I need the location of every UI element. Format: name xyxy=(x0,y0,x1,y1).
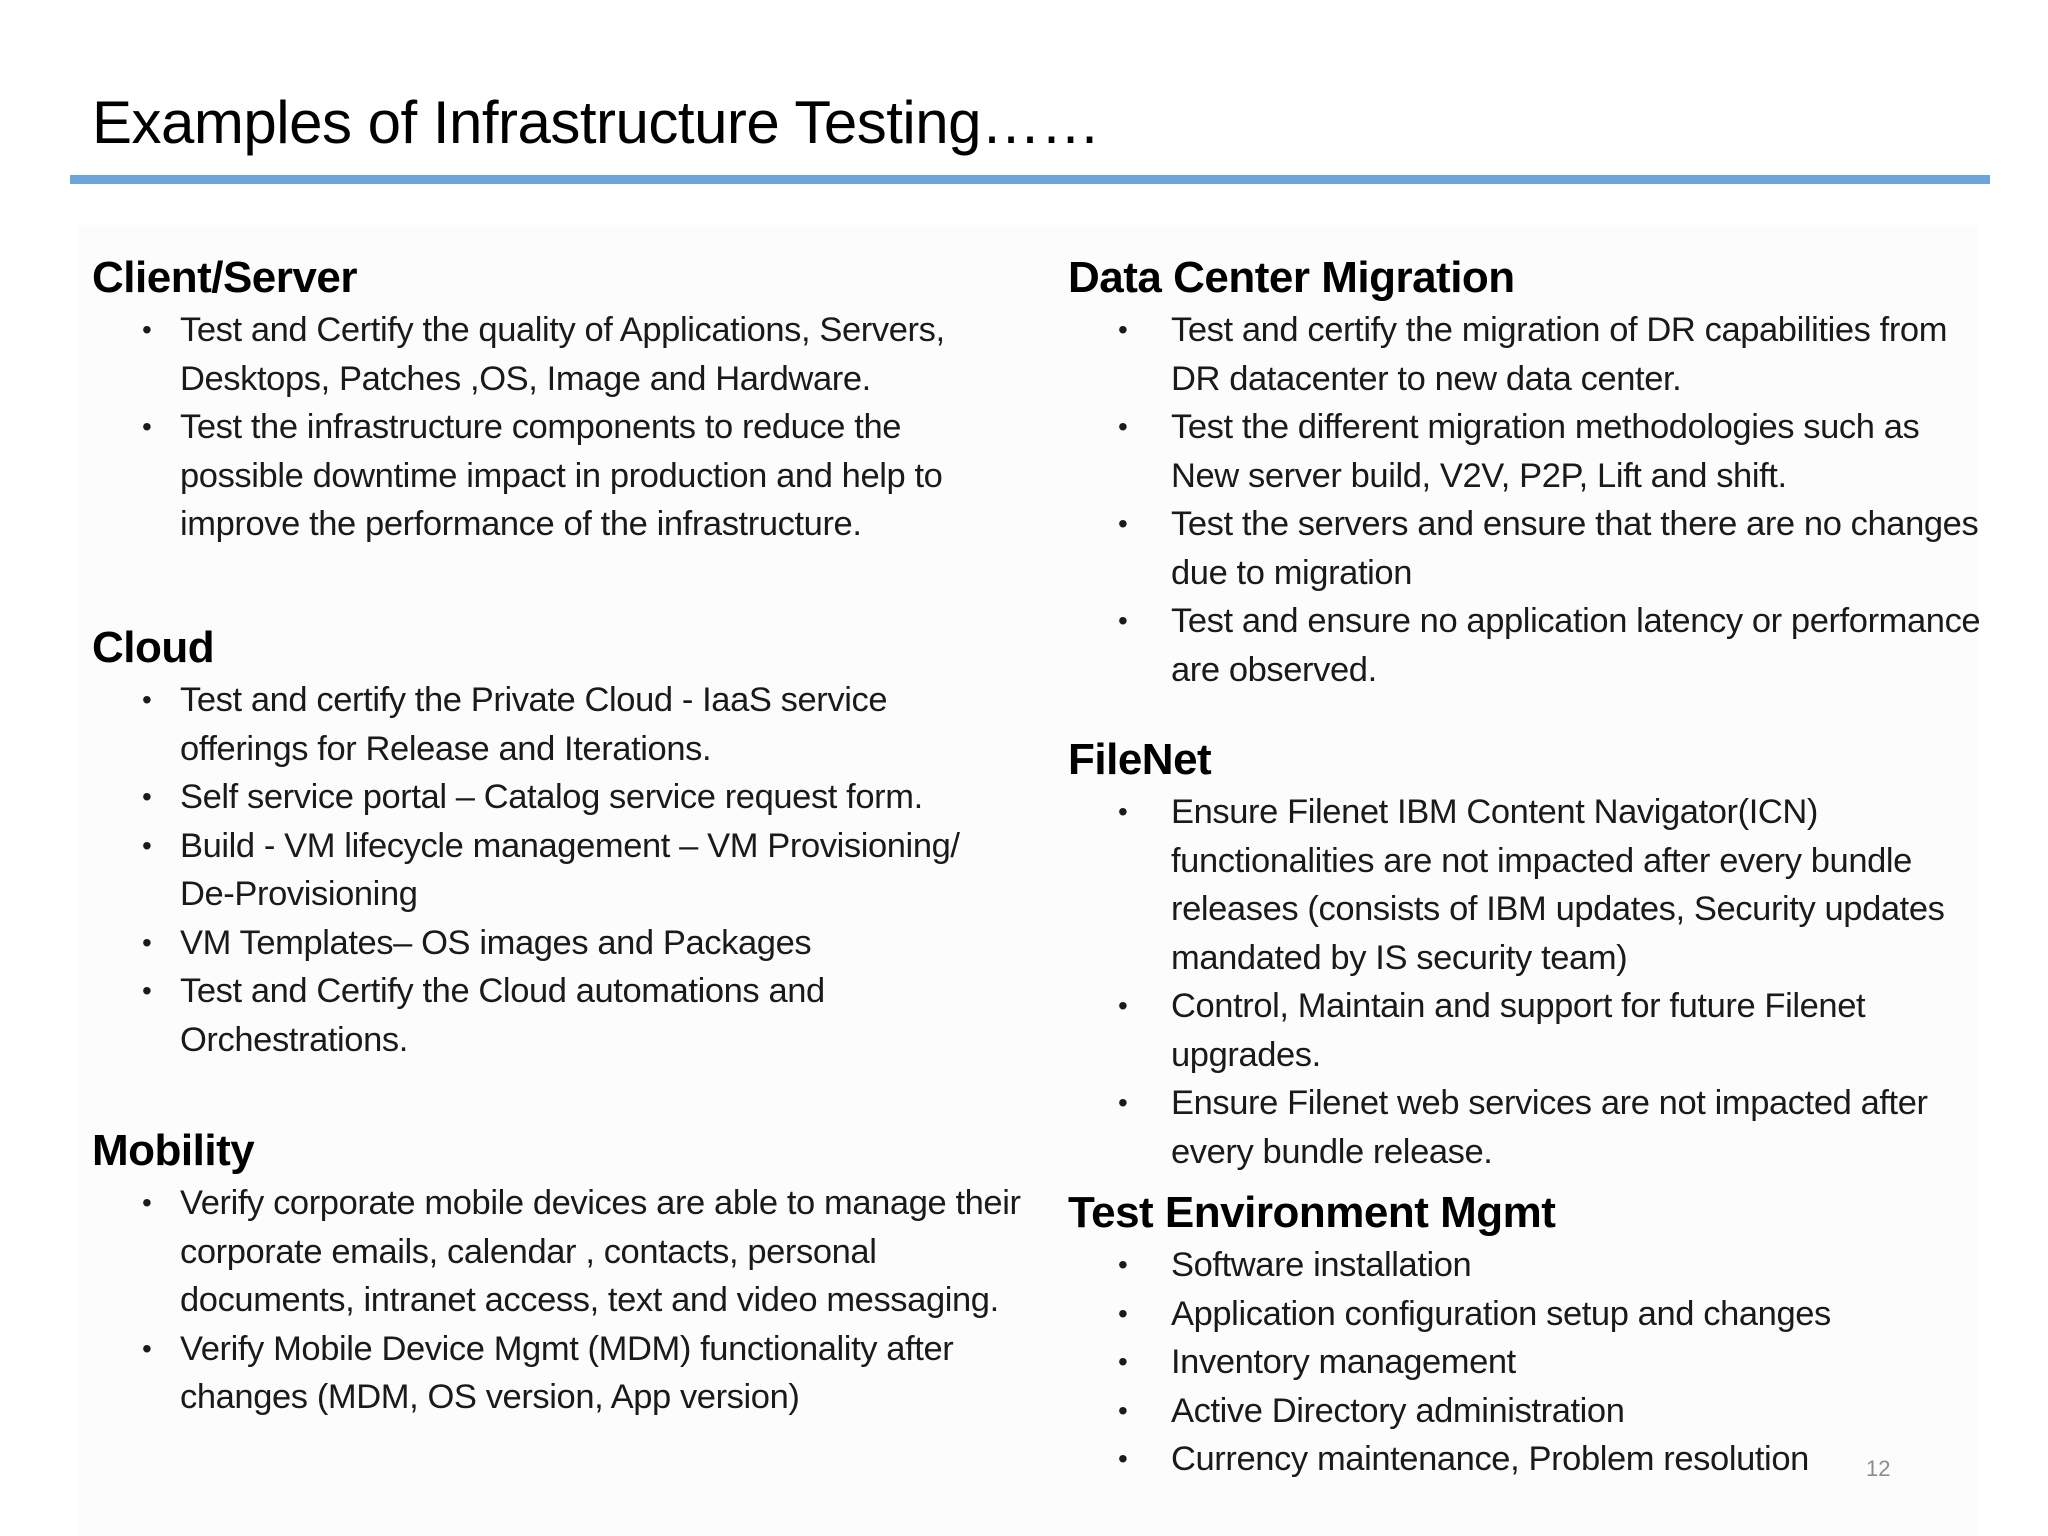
section-heading: Cloud xyxy=(92,623,215,672)
bullet-icon: • xyxy=(142,1332,152,1364)
bullet-icon: • xyxy=(142,314,152,345)
slide-title: Examples of Infrastructure Testing…… xyxy=(92,89,1100,156)
bullet-icon: • xyxy=(142,975,152,1006)
list-item: • Verify Mobile Device Mgmt (MDM) functionality after changes (MDM, OS version, App version) xyxy=(92,1325,1022,1422)
list-item: • Self service portal – Catalog service request form. xyxy=(92,773,1022,822)
bullet-icon: • xyxy=(142,684,152,715)
page-number: 12 xyxy=(1866,1456,1891,1481)
section-mobility xyxy=(92,1123,1022,1422)
list-item: • Test and certify the migration of DR capabilities from DR datacenter to new data center. xyxy=(1068,306,1988,403)
bullet-icon: • xyxy=(1118,1443,1128,1474)
bullet-icon: • xyxy=(1118,605,1128,636)
bullet-icon: • xyxy=(142,411,152,442)
bullet-list xyxy=(92,306,1022,549)
bullet-icon: • xyxy=(142,781,152,812)
list-item: • Ensure Filenet web services are not impacted after every bundle release. xyxy=(1068,1079,1988,1176)
list-item: • Build - VM lifecycle management – VM Provisioning/ De-Provisioning xyxy=(92,822,1022,919)
section-test-environment-mgmt xyxy=(1068,1185,1988,1484)
bullet-icon: • xyxy=(142,1187,152,1218)
list-item: • Application configuration setup and changes xyxy=(1068,1290,1988,1339)
section-data-center-migration xyxy=(1068,250,1988,694)
bullet-list xyxy=(1068,1241,1988,1484)
list-item: • Currency maintenance, Problem resolution xyxy=(1068,1435,1988,1484)
bullet-icon: • xyxy=(1118,796,1128,827)
bullet-icon: • xyxy=(1118,1346,1128,1377)
section-heading: Client/Server xyxy=(92,253,357,302)
list-item: • Active Directory administration xyxy=(1068,1387,1988,1436)
section-client-server xyxy=(92,250,1022,549)
bullet-list xyxy=(1068,306,1988,694)
bullet-list xyxy=(1068,788,1988,1176)
bullet-icon: • xyxy=(1118,1087,1128,1118)
list-item: • VM Templates– OS images and Packages xyxy=(92,919,1022,968)
list-item: • Inventory management xyxy=(1068,1338,1988,1387)
title-underline-rule xyxy=(70,175,1990,184)
bullet-icon: • xyxy=(1118,990,1128,1021)
section-heading: Test Environment Mgmt xyxy=(1068,1188,1556,1237)
list-item: • Verify corporate mobile devices are able to manage their corporate emails, calendar , contacts, personal documents, intranet access, text and video messaging. xyxy=(92,1179,1022,1325)
bullet-icon: • xyxy=(1118,508,1128,539)
list-item: • Test and ensure no application latency or performance are observed. xyxy=(1068,597,1988,694)
list-item: • Test the infrastructure components to reduce the possible downtime impact in production and help to improve the performance of the infrastructure. xyxy=(92,403,1022,549)
bullet-icon: • xyxy=(142,926,152,958)
section-heading: Mobility xyxy=(92,1126,255,1175)
list-item: • Test and certify the Private Cloud - IaaS service offerings for Release and Iterations. xyxy=(92,676,1022,773)
bullet-icon: • xyxy=(142,829,152,861)
list-item: • Test and Certify the Cloud automations and Orchestrations. xyxy=(92,967,1022,1064)
list-item: • Test and Certify the quality of Applications, Servers, Desktops, Patches ,OS, Image and Hardware. xyxy=(92,306,1022,403)
bullet-list xyxy=(92,676,1022,1064)
section-heading: Data Center Migration xyxy=(1068,253,1515,302)
list-item: • Test the servers and ensure that there are no changes due to migration xyxy=(1068,500,1988,597)
section-filenet xyxy=(1068,732,1988,1176)
list-item: • Test the different migration methodologies such as New server build, V2V, P2P, Lift and shift. xyxy=(1068,403,1988,500)
list-item: • Software installation xyxy=(1068,1241,1988,1290)
list-item: • Ensure Filenet IBM Content Navigator(ICN) functionalities are not impacted after every bundle releases (consists of IBM updates, Security updates mandated by IS security team) xyxy=(1068,788,1988,982)
bullet-icon: • xyxy=(1118,1297,1128,1329)
bullet-icon: • xyxy=(1118,411,1128,442)
section-cloud xyxy=(92,620,1022,1064)
list-item: • Control, Maintain and support for future Filenet upgrades. xyxy=(1068,982,1988,1079)
bullet-list xyxy=(92,1179,1022,1422)
section-heading: FileNet xyxy=(1068,735,1212,784)
bullet-icon: • xyxy=(1118,314,1128,345)
bullet-icon: • xyxy=(1118,1249,1128,1280)
bullet-icon: • xyxy=(1118,1394,1128,1426)
